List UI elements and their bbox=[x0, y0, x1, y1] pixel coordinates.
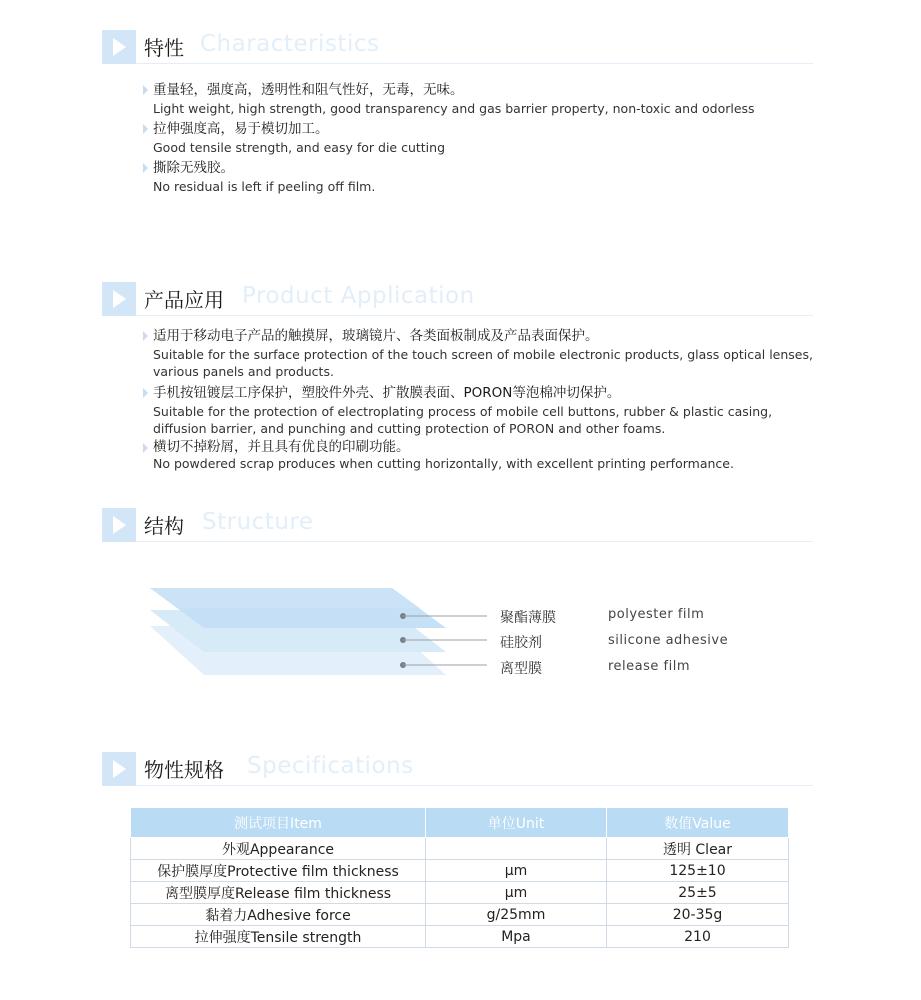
characteristics-list bbox=[143, 81, 823, 195]
layer-label-cn: 聚酯薄膜 bbox=[500, 610, 556, 626]
list-item bbox=[143, 159, 823, 195]
section-marker bbox=[102, 30, 136, 64]
section-title-en: Characteristics bbox=[200, 31, 380, 57]
table-cell-value: 透明 Clear bbox=[607, 838, 789, 860]
play-arrow-icon bbox=[113, 516, 126, 534]
item-text-en: No powdered scrap produces when cutting horizontally, with excellent printing performance. bbox=[153, 456, 734, 471]
item-text-en: Good tensile strength, and easy for die cutting bbox=[153, 140, 446, 155]
list-item bbox=[143, 327, 823, 380]
layer-label-en: silicone adhesive bbox=[608, 633, 729, 648]
section-title-en: Specifications bbox=[247, 753, 414, 779]
item-text-en: Suitable for the protection of electroplating process of mobile cell buttons, rubber & plastic casing, diffusion barrier, and punching and cutting protection of PORON and other foams. bbox=[153, 404, 773, 436]
item-text-cn: 撕除无残胶。 bbox=[153, 160, 234, 176]
column-header: 数值Value bbox=[607, 808, 789, 838]
column-header: 单位Unit bbox=[426, 808, 607, 838]
play-arrow-icon bbox=[113, 38, 126, 56]
layer-label-cn: 离型膜 bbox=[500, 661, 542, 677]
table-cell-item: 外观Appearance bbox=[131, 838, 426, 860]
table-row bbox=[131, 860, 789, 882]
play-arrow-icon bbox=[113, 760, 126, 778]
bullet-icon bbox=[143, 443, 148, 453]
section-divider bbox=[136, 785, 813, 786]
section-header-structure bbox=[102, 508, 813, 542]
item-text-cn: 横切不掉粉屑，并且具有优良的印刷功能。 bbox=[153, 439, 410, 455]
table-row bbox=[131, 926, 789, 948]
list-item bbox=[143, 439, 823, 472]
item-text-cn: 重量轻，强度高，透明性和阻气性好，无毒，无味。 bbox=[153, 82, 464, 98]
item-text-en: Suitable for the surface protection of the touch screen of mobile electronic products, glass optical lenses, various panels and products. bbox=[153, 347, 813, 379]
section-title-en: Structure bbox=[202, 509, 314, 535]
layer-structure-diagram bbox=[0, 580, 921, 710]
table-cell-unit: Mpa bbox=[426, 926, 607, 948]
table-cell-unit: μm bbox=[426, 882, 607, 904]
section-header-application bbox=[102, 282, 813, 316]
layer-label-en: release film bbox=[608, 659, 691, 674]
table-cell-unit: g/25mm bbox=[426, 904, 607, 926]
table-row bbox=[131, 838, 789, 860]
table-cell-unit: μm bbox=[426, 860, 607, 882]
section-title-en: Product Application bbox=[242, 283, 475, 309]
application-list bbox=[143, 327, 823, 472]
bullet-icon bbox=[143, 331, 148, 341]
list-item bbox=[143, 120, 823, 156]
section-divider bbox=[136, 63, 813, 64]
table-cell-item: 保护膜厚度Protective film thickness bbox=[131, 860, 426, 882]
bullet-icon bbox=[143, 388, 148, 398]
item-text-en: No residual is left if peeling off film. bbox=[153, 179, 376, 194]
table-cell-value: 125±10 bbox=[607, 860, 789, 882]
section-header-specifications bbox=[102, 752, 813, 786]
table-cell-item: 黏着力Adhesive force bbox=[131, 904, 426, 926]
table-cell-item: 离型膜厚度Release film thickness bbox=[131, 882, 426, 904]
section-title-cn: 物性规格 bbox=[144, 758, 224, 782]
table-header-row bbox=[131, 808, 789, 838]
item-text-cn: 手机按钮镀层工序保护，塑胶件外壳、扩散膜表面、PORON等泡棉冲切保护。 bbox=[153, 385, 621, 401]
layer-label-en: polyester film bbox=[608, 607, 705, 622]
table-row bbox=[131, 882, 789, 904]
section-title-cn: 结构 bbox=[144, 514, 184, 538]
section-marker bbox=[102, 508, 136, 542]
specifications-table bbox=[130, 807, 789, 948]
list-item bbox=[143, 384, 823, 437]
list-item bbox=[143, 81, 823, 117]
column-header: 测试项目Item bbox=[131, 808, 426, 838]
table-cell-item: 拉伸强度Tensile strength bbox=[131, 926, 426, 948]
table-row bbox=[131, 904, 789, 926]
section-header-characteristics bbox=[102, 30, 813, 64]
section-marker bbox=[102, 282, 136, 316]
section-divider bbox=[136, 541, 813, 542]
section-marker bbox=[102, 752, 136, 786]
bullet-icon bbox=[143, 124, 148, 134]
table-cell-value: 210 bbox=[607, 926, 789, 948]
section-title-cn: 特性 bbox=[144, 36, 184, 60]
bullet-icon bbox=[143, 163, 148, 173]
play-arrow-icon bbox=[113, 290, 126, 308]
section-divider bbox=[136, 315, 813, 316]
section-title-cn: 产品应用 bbox=[144, 288, 224, 312]
table-cell-unit bbox=[426, 838, 607, 860]
bullet-icon bbox=[143, 85, 148, 95]
table-cell-value: 20-35g bbox=[607, 904, 789, 926]
item-text-cn: 适用于移动电子产品的触摸屏，玻璃镜片、各类面板制成及产品表面保护。 bbox=[153, 328, 599, 344]
table-cell-value: 25±5 bbox=[607, 882, 789, 904]
item-text-cn: 拉伸强度高，易于模切加工。 bbox=[153, 121, 329, 137]
layer-label-cn: 硅胶剂 bbox=[500, 635, 542, 651]
item-text-en: Light weight, high strength, good transparency and gas barrier property, non-toxic and odorless bbox=[153, 101, 755, 116]
